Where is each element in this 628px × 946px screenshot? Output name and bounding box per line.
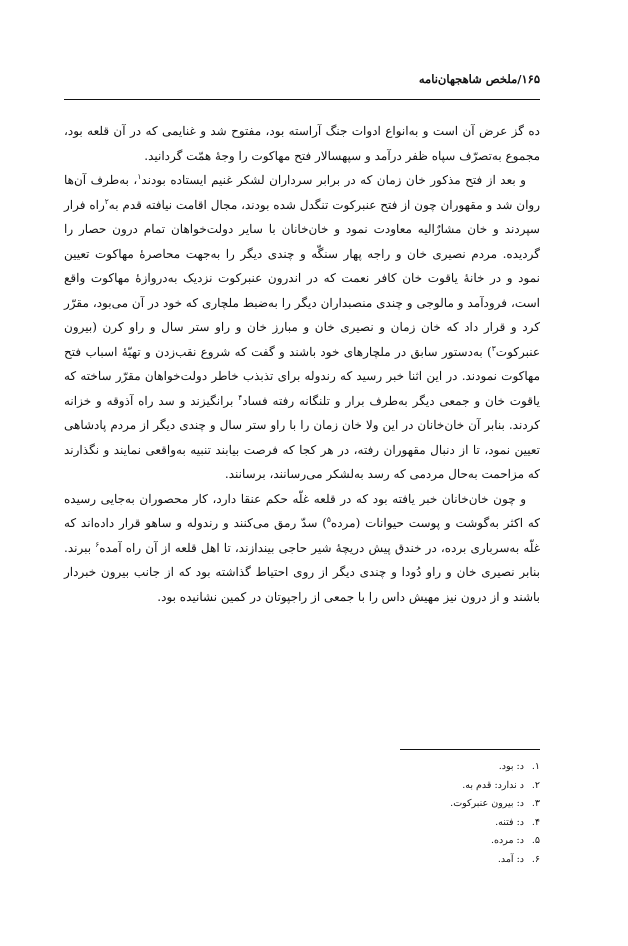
paragraph-text: و بعد از فتح مذکور خان زمان که در برابر سرداران لشکر غنیم ایستاده بودند: [141, 173, 526, 187]
paragraph-text: ، به‌طرف آن‌ها روان شد و مقهوران چون از فتح عنبرکوت تنگدل شده بودند، مجال اقامت نیافته قدم به: [64, 173, 540, 212]
footnote-text: د: فتنه.: [495, 816, 524, 828]
footnote-marker: ۱: [137, 172, 142, 181]
footnote-text: د: مرده.: [490, 835, 524, 846]
footnote-marker: ۵: [326, 515, 331, 524]
footnote-text: د: آمد.: [497, 853, 524, 865]
paragraph-text: برانگیزند و سد راه آذوقه و خزانه کردند. بنابر آن خان‌خانان در این ولا خان زمان را با راو ستر سال و چندی دیگر از مردم پادشاهی تعیین نمود، تا از دنبال مقهوران رفته، در هر کجا که فرصت بیابند تنبیه به‌واقعی نمایند و نگذارند که مزاحمت به‌حال مردمی که رسد به‌لشکر می‌رسانند، برسانند.: [64, 393, 540, 481]
footnote-marker: ۶: [95, 539, 100, 549]
footnote-marker: ۴: [238, 392, 243, 402]
paragraph: [64, 119, 540, 168]
paragraph: [64, 487, 540, 610]
paragraph: [64, 168, 540, 487]
footnote-item: [300, 832, 540, 851]
footnote-text: د: بود.: [498, 761, 524, 772]
footnote-number: ۳.: [531, 798, 540, 809]
footnote-number: ۴.: [531, 816, 540, 828]
footnote-marker: ۲: [104, 196, 109, 206]
footnotes: [300, 758, 540, 869]
footnote-item: [300, 814, 540, 833]
footnote-text: د ندارد: قدم به.: [462, 779, 524, 791]
footnote-number: ۲.: [531, 779, 540, 791]
header-rule: [64, 99, 540, 100]
running-header: ۱۶۵/ملخص شاهجهان‌نامه: [418, 72, 540, 86]
footnote-number: ۱.: [531, 761, 540, 772]
footnote-item: [300, 795, 540, 814]
footnote-rule: [400, 749, 540, 750]
main-text: [64, 119, 540, 609]
paragraph-text: ) سدّ رمق می‌کنند و رندوله و ساهو قرار داده‌اند که غلّه به‌سرباری برده، در خندق پیش دریچهٔ شیر حاجی بیندازند، تا اهل قلعه از آن راه آمده: [64, 516, 540, 555]
paragraph-text: ده گز عرض آن است و به‌انواع ادوات جنگ آراسته بود، مفتوح شد و غنایمی که در آن قلعه بود، مجموع به‌تصرّف سپاه ظفر درآمد و سپهسالار فتح مهاکوت را وجهٔ همّت گردانید.: [64, 124, 540, 163]
footnote-item: [300, 758, 540, 777]
paragraph-text: ببرند. بنابر نصیری خان و راو دُودا و چندی دیگر از روی احتیاط گذاشته بود که از جانب بیرون خبردار باشند و از درون نیز مهیش داس را با جمعی از راجپوتان در کمین نشانیده بود.: [64, 540, 540, 604]
footnote-text: د: بیرون عنبرکوت.: [450, 798, 524, 809]
footnote-marker: ۳: [491, 343, 496, 353]
paragraph-text: و چون خان‌خانان خبر یافته بود که در قلعه غلّه حکم عنقا دارد، کار محصوران به‌جایی رسیده که اکثر به‌گوشت و پوست حیوانات (مرده: [64, 491, 541, 530]
footnote-item: [300, 777, 540, 796]
paragraph-text: ) به‌دستور سابق در ملچارهای خود باشند و گفت که شروع نقب‌زدن و تهیّهٔ اسباب فتح مهاکوت نمودند. در این اثنا خبر رسید که رندوله برای تذبذب خاطر دولت‌خواهان مقرّر ساخته که یاقوت خان و جمعی دیگر به‌طرف برار و تلنگانه رفته فساد: [64, 344, 540, 408]
footnote-number: ۵.: [531, 835, 540, 846]
footnote-item: [300, 851, 540, 870]
footnote-number: ۶.: [531, 853, 540, 865]
paragraph-text: راه فرار سپردند و خان مشارٌالیه معاودت نمود و خان‌خانان با سایر دولت‌خواهان تمام درون حصار را گردیده. مردم نصیری خان و راجه پهار سنگّه و چندی دیگر را به‌جهت محاصرهٔ مهاکوت تعیین نمود و در خانهٔ یاقوت خان کافر نعمت که در اندرون عنبرکوت نزدیک به‌دروازهٔ مهاکوت واقع است، فرودآمد و مالوجی و چندی منصبداران دیگر را به‌ضبط ملچاری که خود در آن می‌بود، مقرّر کرد و قرار داد که خان زمان و نصیری خان و مبارز خان و راو ستر سال و راو کرن (بیرون عنبرکوت: [64, 197, 540, 359]
